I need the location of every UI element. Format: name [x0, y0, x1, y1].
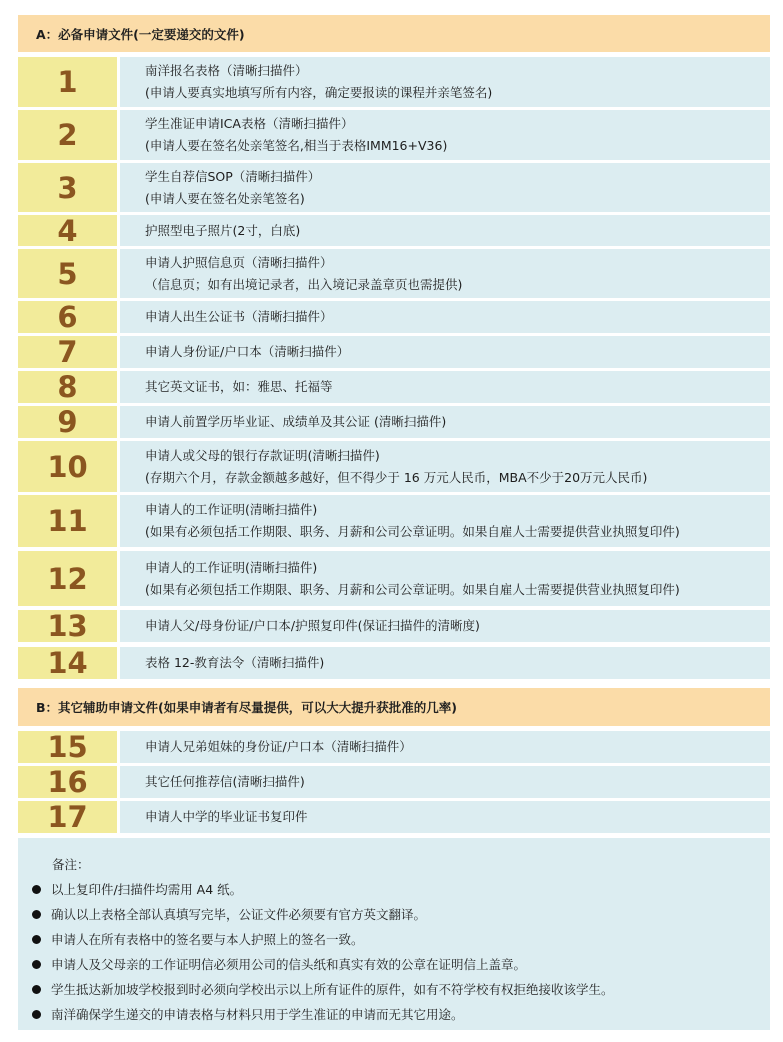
note-text: 申请人及父母亲的工作证明信必须用公司的信头纸和真实有效的公章在证明信上盖章。: [51, 957, 527, 972]
item-line: 表格 12-教育法令（清晰扫描件): [145, 655, 325, 670]
list-item: [18, 801, 770, 833]
item-description: [120, 610, 770, 642]
item-number: 10: [18, 441, 117, 492]
bullet-icon: [32, 960, 41, 969]
item-line: (申请人要真实地填写所有内容，确定要报读的课程并亲笔签名): [145, 85, 493, 100]
note-item: [28, 977, 770, 1002]
item-number: 14: [18, 647, 117, 679]
item-number: 15: [18, 731, 117, 763]
item-number: 6: [18, 301, 117, 333]
item-number: 1: [18, 57, 117, 107]
item-number: 11: [18, 495, 117, 547]
list-item: [18, 610, 770, 642]
note-text: 申请人在所有表格中的签名要与本人护照上的签名一致。: [51, 932, 364, 947]
note-text: 南洋确保学生递交的申请表格与材料只用于学生准证的申请而无其它用途。: [51, 1007, 464, 1022]
item-description: [120, 163, 770, 212]
item-line: 申请人的工作证明(清晰扫描件): [145, 559, 318, 575]
item-description: [120, 647, 770, 679]
item-number: 4: [18, 215, 117, 246]
item-number: 2: [18, 110, 117, 160]
list-item: [18, 766, 770, 798]
list-item: [18, 215, 770, 246]
note-item: [28, 952, 770, 977]
bullet-icon: [32, 910, 41, 919]
list-item: [18, 163, 770, 212]
note-text: 学生抵达新加坡学校报到时必须向学校出示以上所有证件的原件，如有不符学校有权拒绝接收该学生。: [51, 982, 614, 997]
item-description: [120, 495, 770, 547]
item-line: 申请人前置学历毕业证、成绩单及其公证 (清晰扫描件): [145, 414, 447, 429]
item-description: [120, 110, 770, 160]
list-item: [18, 336, 770, 368]
list-item: [18, 406, 770, 438]
note-item: [28, 927, 770, 952]
item-number: 5: [18, 249, 117, 298]
item-number: 7: [18, 336, 117, 368]
item-description: [120, 249, 770, 298]
bullet-icon: [32, 985, 41, 994]
item-line: (申请人要在签名处亲笔签名): [145, 190, 305, 206]
item-line: (存期六个月，存款金额越多越好，但不得少于 16 万元人民币，MBA不少于20万元人民币): [145, 469, 648, 485]
list-item: [18, 647, 770, 679]
item-line: 其它任何推荐信(清晰扫描件): [145, 774, 305, 789]
list-item: [18, 731, 770, 763]
item-line: 申请人兄弟姐妹的身份证/户口本（清晰扫描件）: [145, 739, 412, 754]
item-line: 南洋报名表格（清晰扫描件）: [145, 63, 308, 78]
item-line: 学生准证申请ICA表格（清晰扫描件）: [145, 116, 354, 131]
item-number: 16: [18, 766, 117, 798]
note-text: 确认以上表格全部认真填写完毕，公证文件必须要有官方英文翻译。: [51, 907, 427, 922]
item-line: 其它英文证书，如：雅思、托福等: [145, 379, 333, 394]
item-description: [120, 441, 770, 492]
item-description: [120, 336, 770, 368]
item-line: 学生自荐信SOP（清晰扫描件）: [145, 168, 321, 184]
item-description: [120, 57, 770, 107]
item-line: 申请人中学的毕业证书复印件: [145, 809, 308, 824]
item-number: 13: [18, 610, 117, 642]
section-b-header: [18, 688, 770, 726]
note-item: [28, 902, 770, 927]
item-line: 护照型电子照片(2寸，白底): [145, 222, 301, 238]
bullet-icon: [32, 885, 41, 894]
item-line: (如果有必须包括工作期限、职务、月薪和公司公章证明。如果自雇人士需要提供营业执照复印件): [145, 524, 680, 539]
section-a-header: [18, 15, 770, 52]
item-number: 3: [18, 163, 117, 212]
item-line: 申请人身份证/户口本（清晰扫描件）: [145, 344, 350, 359]
list-item: [18, 249, 770, 298]
item-description: [120, 301, 770, 333]
section-b-title: B：其它辅助申请文件(如果申请者有尽量提供，可以大大提升获批准的几率): [36, 700, 457, 715]
item-description: [120, 371, 770, 403]
list-item: [18, 551, 770, 606]
item-line: 申请人或父母的银行存款证明(清晰扫描件): [145, 447, 380, 463]
note-item: [28, 877, 770, 902]
bullet-icon: [32, 935, 41, 944]
item-number: 9: [18, 406, 117, 438]
item-line: （信息页；如有出境记录者，出入境记录盖章页也需提供): [145, 276, 463, 292]
item-line: 申请人护照信息页（清晰扫描件）: [145, 254, 333, 270]
list-item: [18, 371, 770, 403]
list-item: [18, 110, 770, 160]
item-description: [120, 801, 770, 833]
item-number: 8: [18, 371, 117, 403]
item-line: (如果有必须包括工作期限、职务、月薪和公司公章证明。如果自雇人士需要提供营业执照复印件): [145, 581, 680, 597]
item-description: [120, 406, 770, 438]
section-a-title: A：必备申请文件(一定要递交的文件): [36, 26, 245, 42]
item-description: [120, 731, 770, 763]
note-text: 以上复印件/扫描件均需用 A4 纸。: [51, 882, 243, 897]
item-line: 申请人父/母身份证/户口本/护照复印件(保证扫描件的清晰度): [145, 618, 480, 633]
list-item: [18, 301, 770, 333]
list-item: [18, 441, 770, 492]
item-description: [120, 215, 770, 246]
item-description: [120, 551, 770, 606]
bullet-icon: [32, 1010, 41, 1019]
item-line: (申请人要在签名处亲笔签名,相当于表格IMM16+V36): [145, 138, 448, 153]
item-number: 12: [18, 551, 117, 606]
list-item: [18, 495, 770, 547]
item-number: 17: [18, 801, 117, 833]
note-item: [28, 1002, 770, 1027]
item-line: 申请人出生公证书（清晰扫描件）: [145, 309, 333, 324]
item-description: [120, 766, 770, 798]
item-line: 申请人的工作证明(清晰扫描件): [145, 502, 318, 517]
notes-box: [18, 838, 770, 1030]
notes-title: 备注：: [52, 857, 90, 872]
list-item: [18, 57, 770, 107]
